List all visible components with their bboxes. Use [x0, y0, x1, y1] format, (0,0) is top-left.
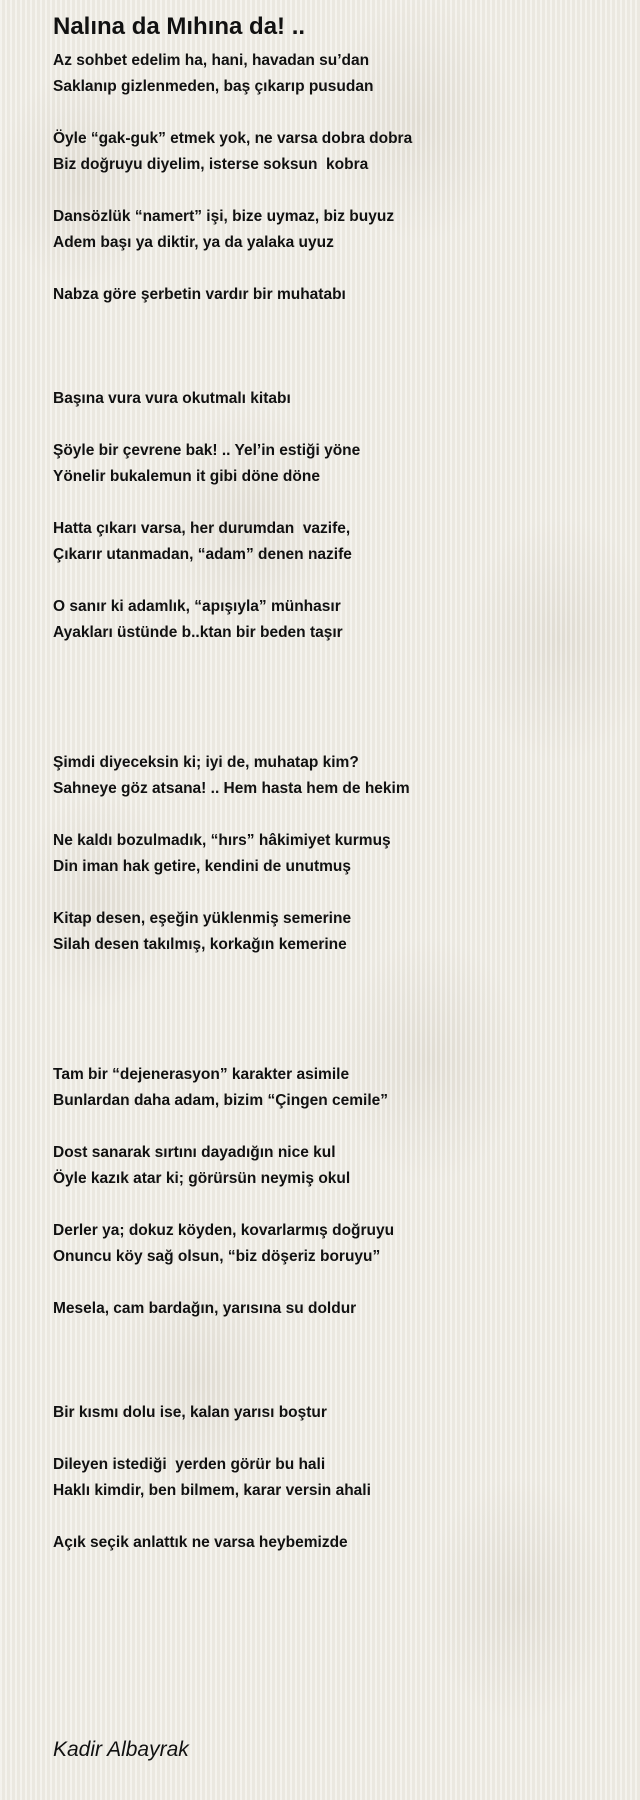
poem-container: [53, 10, 613, 1556]
poem-line: Biz doğruyu diyelim, isterse soksun kobra: [53, 156, 369, 173]
poem-line: Derler ya; dokuz köyden, kovarlarmış doğruyu: [53, 1222, 395, 1239]
poem-line: Nabza göre şerbetin vardır bir muhatabı: [53, 286, 346, 303]
poem-line: Silah desen takılmış, korkağın kemerine: [53, 936, 347, 953]
poem-line: Bunlardan daha adam, bizim “Çingen cemile”: [53, 1092, 389, 1109]
poem-line: Şöyle bir çevrene bak! .. Yel’in estiği yöne: [53, 442, 361, 459]
poem-line: Haklı kimdir, ben bilmem, karar versin ahali: [53, 1482, 371, 1499]
poem-line: Öyle kazık atar ki; görürsün neymiş okul: [53, 1170, 351, 1187]
poem-line: Dansözlük “namert” işi, bize uymaz, biz buyuz: [53, 208, 395, 225]
poem-line: Bir kısmı dolu ise, kalan yarısı boştur: [53, 1404, 327, 1421]
poem-line: Ne kaldı bozulmadık, “hırs” hâkimiyet kurmuş: [53, 832, 391, 849]
poem-line: Ayakları üstünde b..ktan bir beden taşır: [53, 624, 343, 641]
poem-author: Kadir Albayrak: [53, 1738, 189, 1761]
poem-line: Az sohbet edelim ha, hani, havadan su’dan: [53, 52, 370, 69]
poem-line: Mesela, cam bardağın, yarısına su doldur: [53, 1300, 357, 1317]
poem-line: Sahneye göz atsana! .. Hem hasta hem de hekim: [53, 780, 410, 797]
poem-line: Dileyen istediği yerden görür bu hali: [53, 1456, 326, 1473]
poem-line: Onuncu köy sağ olsun, “biz döşeriz boruyu”: [53, 1248, 381, 1265]
poem-line: Saklanıp gizlenmeden, baş çıkarıp pusudan: [53, 78, 374, 95]
poem-title: Nalına da Mıhına da! ..: [53, 13, 306, 40]
poem-line: Başına vura vura okutmalı kitabı: [53, 390, 291, 407]
poem-line: Din iman hak getire, kendini de unutmuş: [53, 858, 351, 875]
poem-line: O sanır ki adamlık, “apışıyla” münhasır: [53, 598, 341, 615]
poem-line: Adem başı ya diktir, ya da yalaka uyuz: [53, 234, 334, 251]
poem-line: Şimdi diyeceksin ki; iyi de, muhatap kim?: [53, 754, 359, 771]
poem-line: Açık seçik anlattık ne varsa heybemizde: [53, 1534, 348, 1551]
poem-line: Kitap desen, eşeğin yüklenmiş semerine: [53, 910, 352, 927]
poem-line: Tam bir “dejenerasyon” karakter asimile: [53, 1066, 350, 1083]
poem-line: Yönelir bukalemun it gibi döne döne: [53, 468, 320, 485]
poem-line: Öyle “gak-guk” etmek yok, ne varsa dobra dobra: [53, 130, 413, 147]
poem-line: Dost sanarak sırtını dayadığın nice kul: [53, 1144, 336, 1161]
poem-line: Çıkarır utanmadan, “adam” denen nazife: [53, 546, 352, 563]
poem-line: Hatta çıkarı varsa, her durumdan vazife,: [53, 520, 351, 537]
